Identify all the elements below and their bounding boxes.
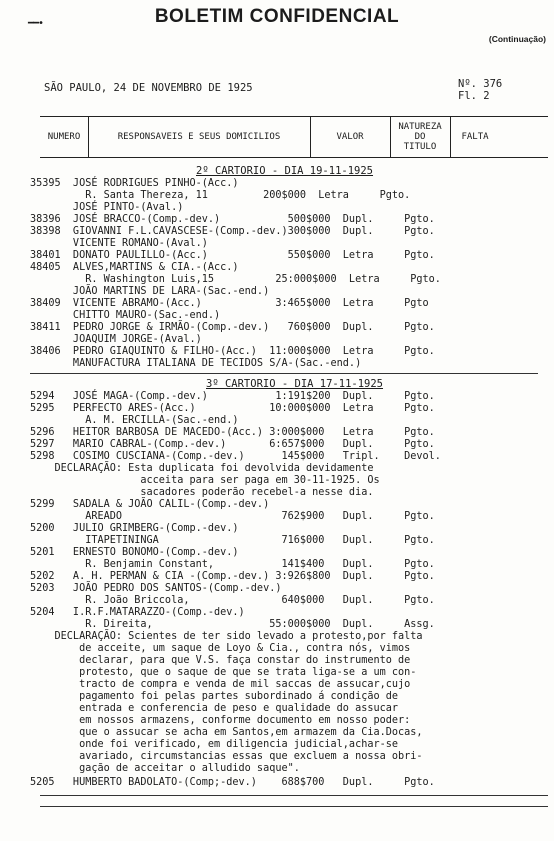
declaration-line: protesto, que o saque de que se trata liga-se a um con- xyxy=(30,667,417,678)
logo-mark: ━━• xyxy=(28,18,44,29)
sheet-number: Fl. 2 xyxy=(458,90,490,102)
column-header-responsaveis: RESPONSAVEIS E SEUS DOMICILIOS xyxy=(117,132,281,142)
entry-line: 38396 JOSÉ BRACCO-(Comp.-dev.) 500$000 Dupl. Pgto. xyxy=(30,214,435,225)
entry-line: CHITTO MAURO-(Sac.-end.) xyxy=(30,310,221,321)
declaration-line: declarar, para que V.S. faça constar do instrumento de xyxy=(30,655,411,666)
declaration-line: que o assucar se acha em Santos,em armazem da Cia.Docas, xyxy=(30,727,423,738)
entry-line: 38411 PEDRO JORGE & IRMÃO-(Comp.-dev.) 760$000 Dupl. Pgto. xyxy=(30,322,435,333)
entry-line: A. M. ERCILLA-(Sac.-end.) xyxy=(30,415,239,426)
bottom-rule xyxy=(40,795,548,796)
entry-line: ITAPETININGA 716$000 Dupl. Pgto. xyxy=(30,535,435,546)
entry-line: AREADO 762$900 Dupl. Pgto. xyxy=(30,511,435,522)
declaration-line: de acceite, um saque de Loyo & Cia., contra nós, vimos xyxy=(30,643,411,654)
declaration-line: pagamento foi pelas partes subordinado á condição de xyxy=(30,691,399,702)
entry-line: 5296 HEITOR BARBOSA DE MACEDO-(Acc.) 3:000$000 Letra Pgto. xyxy=(30,427,435,438)
bulletin-title: BOLETIM CONFIDENCIAL xyxy=(154,6,400,27)
section-divider xyxy=(30,373,538,374)
entry-line: 5294 JOSÉ MAGA-(Comp.-dev.) 1:191$200 Dupl. Pgto. xyxy=(30,391,435,402)
declaration-line: entrada e conferencia de peso e qualidade do assucar xyxy=(30,703,399,714)
entry-line: R. Direita, 55:000$000 Dupl. Assg. xyxy=(30,619,435,630)
column-header-numero: NUMERO xyxy=(47,132,81,142)
column-header-valor: VALOR xyxy=(336,132,364,142)
entry-line: 38406 PEDRO GIAQUINTO & FILHO-(Acc.) 11:000$000 Letra Pgto. xyxy=(30,346,435,357)
entry-line: 38409 VICENTE ABRAMO-(Acc.) 3:465$000 Letra Pgto xyxy=(30,298,429,309)
entry-line: 5205 HUMBERTO BADOLATO-(Comp;-dev.) 688$700 Dupl. Pgto. xyxy=(30,777,435,788)
declaration-line: em nossos armazens, conforme documento em nosso poder: xyxy=(30,715,411,726)
entry-line: 5202 A. H. PERMAN & CIA -(Comp.-dev.) 3:926$800 Dupl. Pgto. xyxy=(30,571,435,582)
declaration-line: acceita para ser paga em 30-11-1925. Os xyxy=(30,475,380,486)
entry-line: 5204 I.R.F.MATARAZZO-(Comp.-dev.) xyxy=(30,607,245,618)
declaration-line: onde foi verificado, em diligencia judicial,achar-se xyxy=(30,739,399,750)
entry-line: 48405 ALVES,MARTINS & CIA.-(Acc.) xyxy=(30,262,239,273)
continuation-label: (Continuação) xyxy=(488,34,546,44)
section-title-3-cartorio: 3º CARTORIO - DIA 17-11-1925 xyxy=(206,378,384,390)
entry-line: R. João Briccola, 640$000 Dupl. Pgto. xyxy=(30,595,435,606)
entry-line: 38398 GIOVANNI F.L.CAVASCESE-(Comp.-dev.)300$000 Dupl. Pgto. xyxy=(30,226,435,237)
entry-line: 5299 SADALA & JOÃO CALIL-(Comp.-dev.) xyxy=(30,499,270,510)
entry-line: JOÃO MARTINS DE LARA-(Sac.-end.) xyxy=(30,286,270,297)
declaration-line: sacadores poderão recebel-a nesse dia. xyxy=(30,487,374,498)
declaration-line: avariado, circumstancias essas que excluem a nossa obri- xyxy=(30,751,423,762)
entry-line: 5298 COSIMO CUSCIANA-(Comp.-dev.) 145$000 Tripl. Devol. xyxy=(30,451,441,462)
entry-line: 5295 PERFECTO ARES-(Acc.) 10:000$000 Letra Pgto. xyxy=(30,403,435,414)
document-number: Nº. 376 xyxy=(458,78,503,90)
declaration-line: DECLARAÇÃO: Scientes de ter sido levado a protesto,por falta xyxy=(30,631,423,642)
entry-line: R. Washington Luis,15 25:000$000 Letra Pgto. xyxy=(30,274,441,285)
entry-line: 5201 ERNESTO BONOMO-(Comp.-dev.) xyxy=(30,547,239,558)
entry-line: JOAQUIM JORGE-(Aval.) xyxy=(30,334,202,345)
document-number-block xyxy=(458,78,502,102)
entry-line: R. Santa Thereza, 11 200$000 Letra Pgto. xyxy=(30,190,411,201)
declaration-line: DECLARAÇÃO: Esta duplicata foi devolvida devidamente xyxy=(30,463,374,474)
entry-line: 5200 JULIO GRIMBERG-(Comp.-dev.) xyxy=(30,523,239,534)
column-header-natureza: NATUREZA DO TITULO xyxy=(398,122,442,152)
entry-line: 38401 DONATO PAULILLO-(Acc.) 550$000 Letra Pgto. xyxy=(30,250,435,261)
bottom-rule xyxy=(40,806,548,807)
dateline: SÃO PAULO, 24 DE NOVEMBRO DE 1925 xyxy=(44,82,253,94)
declaration-line: tracto de compra e venda de mil saccas de assucar,cujo xyxy=(30,679,411,690)
entry-line: VICENTE ROMANO-(Aval.) xyxy=(30,238,208,249)
entry-line: 5297 MARIO CABRAL-(Comp.-dev.) 6:657$000 Dupl. Pgto. xyxy=(30,439,435,450)
entry-line: R. Benjamin Constant, 141$400 Dupl. Pgto. xyxy=(30,559,435,570)
entry-line: JOSÉ PINTO-(Aval.) xyxy=(30,202,184,213)
column-header-falta: FALTA xyxy=(461,132,489,142)
entry-line: MANUFACTURA ITALIANA DE TECIDOS S/A-(Sac.-end.) xyxy=(30,358,362,369)
table-header xyxy=(40,116,548,158)
entry-line: 5203 JOÃO PEDRO DOS SANTOS-(Comp.-dev.) xyxy=(30,583,282,594)
declaration-line: gação de acceitar o alludido saque". xyxy=(30,763,300,774)
entry-line: 35395 JOSÉ RODRIGUES PINHO-(Acc.) xyxy=(30,178,239,189)
section-title-2-cartorio: 2º CARTORIO - DIA 19-11-1925 xyxy=(196,165,374,177)
